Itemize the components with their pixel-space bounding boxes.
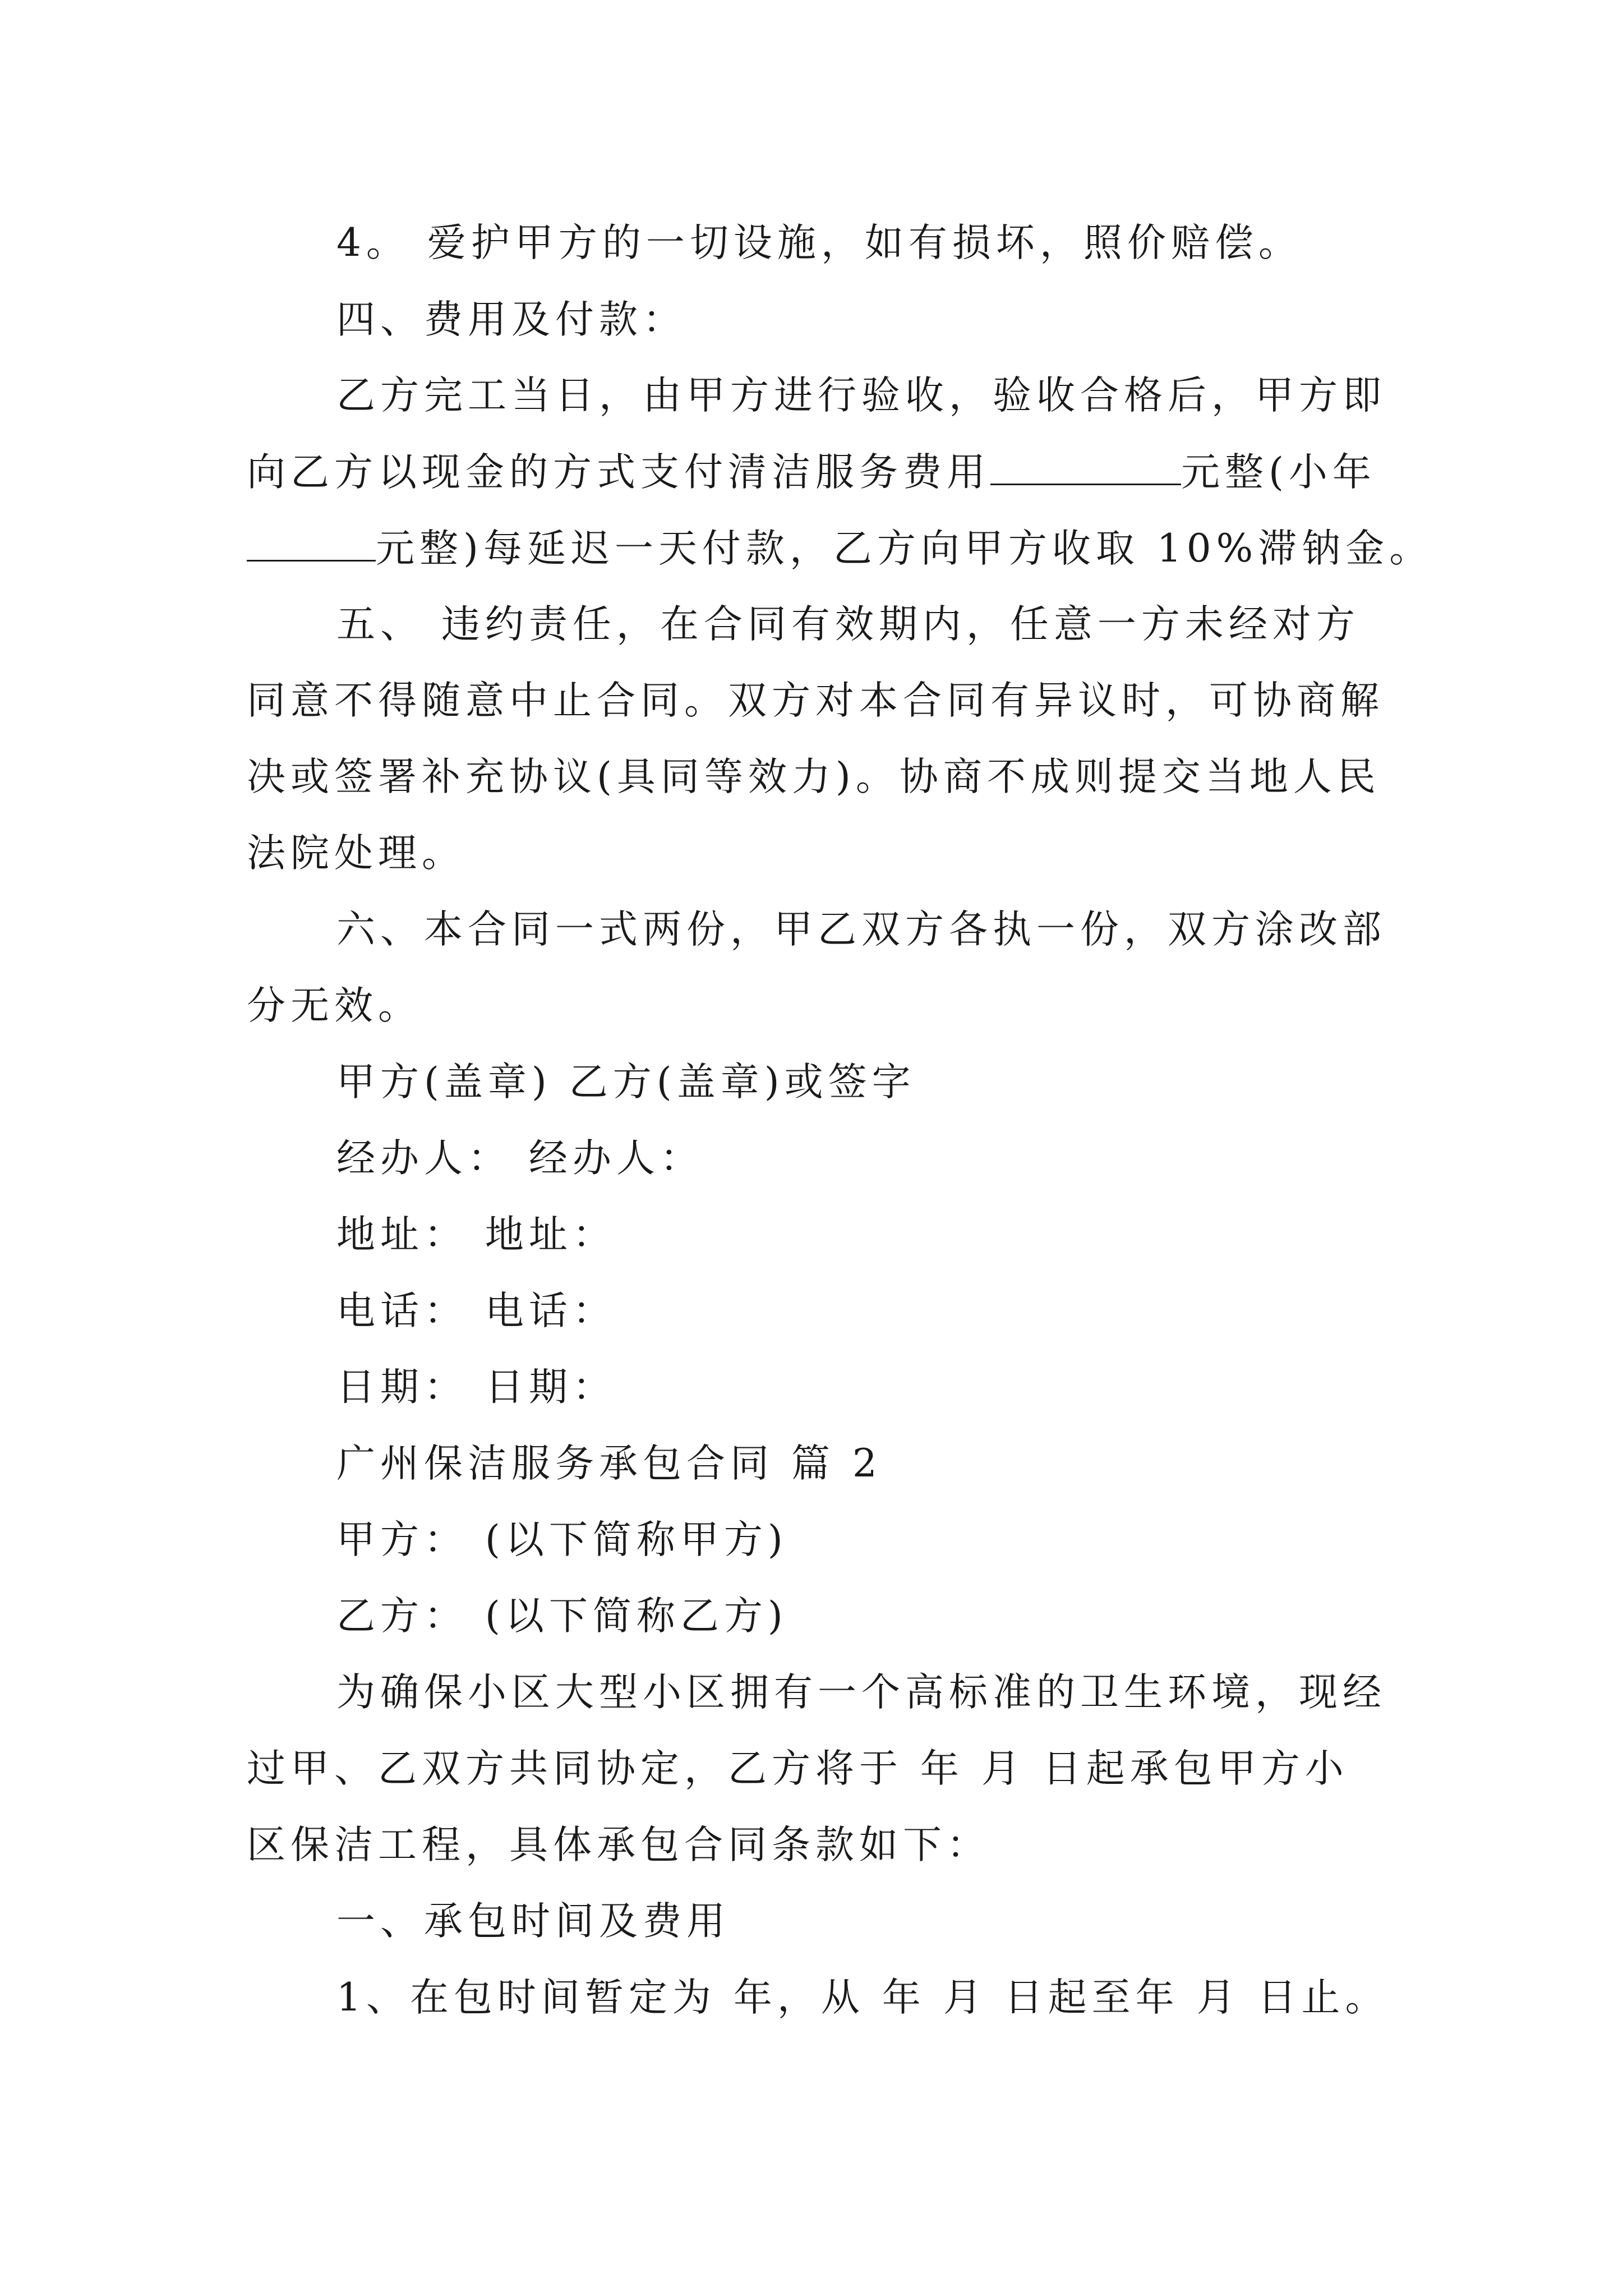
intro-paragraph-line-3: 区保洁工程，具体承包合同条款如下：: [247, 1823, 990, 1867]
payment-text-a: 向乙方以现金的方式支付清洁服务费用: [247, 450, 990, 495]
date-line: 日期： 日期：: [336, 1365, 616, 1410]
payment-text-c: 元整)每延迟一天付款，乙方向甲方收取 10%滞钠金。: [376, 526, 1433, 571]
address-line: 地址： 地址：: [336, 1212, 616, 1257]
phone-line: 电话： 电话：: [336, 1289, 616, 1333]
party-b-line: 乙方： (以下简称乙方): [336, 1594, 788, 1639]
payment-paragraph-line-2: [247, 447, 1391, 498]
breach-paragraph-line-4: 法院处理。: [247, 831, 465, 876]
party-a-line: 甲方： (以下简称甲方): [336, 1517, 788, 1562]
section-1-heading: 一、承包时间及费用: [336, 1899, 730, 1944]
intro-paragraph-line-2: 过甲、乙双方共同协定，乙方将于 年 月 日起承包甲方小: [247, 1746, 1349, 1791]
section-4-heading: 四、费用及付款：: [336, 297, 686, 342]
amount-blank: [990, 449, 1181, 485]
term-clause-line: 1、在包时间暂定为 年，从 年 月 日起至年 月 日止。: [336, 1975, 1389, 2020]
signature-line: 甲方(盖章) 乙方(盖章)或签字: [336, 1060, 916, 1105]
clause-4-text: 4。 爱护甲方的一切设施，如有损坏，照价赔偿。: [336, 220, 1302, 265]
breach-paragraph-line-1: 五、 违约责任，在合同有效期内，任意一方未经对方: [336, 602, 1360, 647]
payment-paragraph-line-1: 乙方完工当日，由甲方进行验收，验收合格后，甲方即: [336, 373, 1386, 418]
payment-text-b: 元整(小年: [1181, 450, 1376, 495]
copies-paragraph-line-2: 分无效。: [247, 983, 422, 1028]
amount-words-blank: [247, 525, 376, 562]
payment-paragraph-line-3: [247, 523, 1433, 574]
copies-paragraph-line-1: 六、本合同一式两份，甲乙双方各执一份，双方涂改部: [336, 907, 1386, 952]
intro-paragraph-line-1: 为确保小区大型小区拥有一个高标准的卫生环境，现经: [336, 1670, 1386, 1715]
agent-line: 经办人： 经办人：: [336, 1136, 704, 1181]
breach-paragraph-line-3: 决或签署补充协议(具同等效力)。协商不成则提交当地人民: [247, 754, 1381, 799]
contract-2-title: 广州保洁服务承包合同 篇 2: [336, 1441, 882, 1486]
breach-paragraph-line-2: 同意不得随意中止合同。双方对本合同有异议时，可协商解: [247, 678, 1384, 723]
